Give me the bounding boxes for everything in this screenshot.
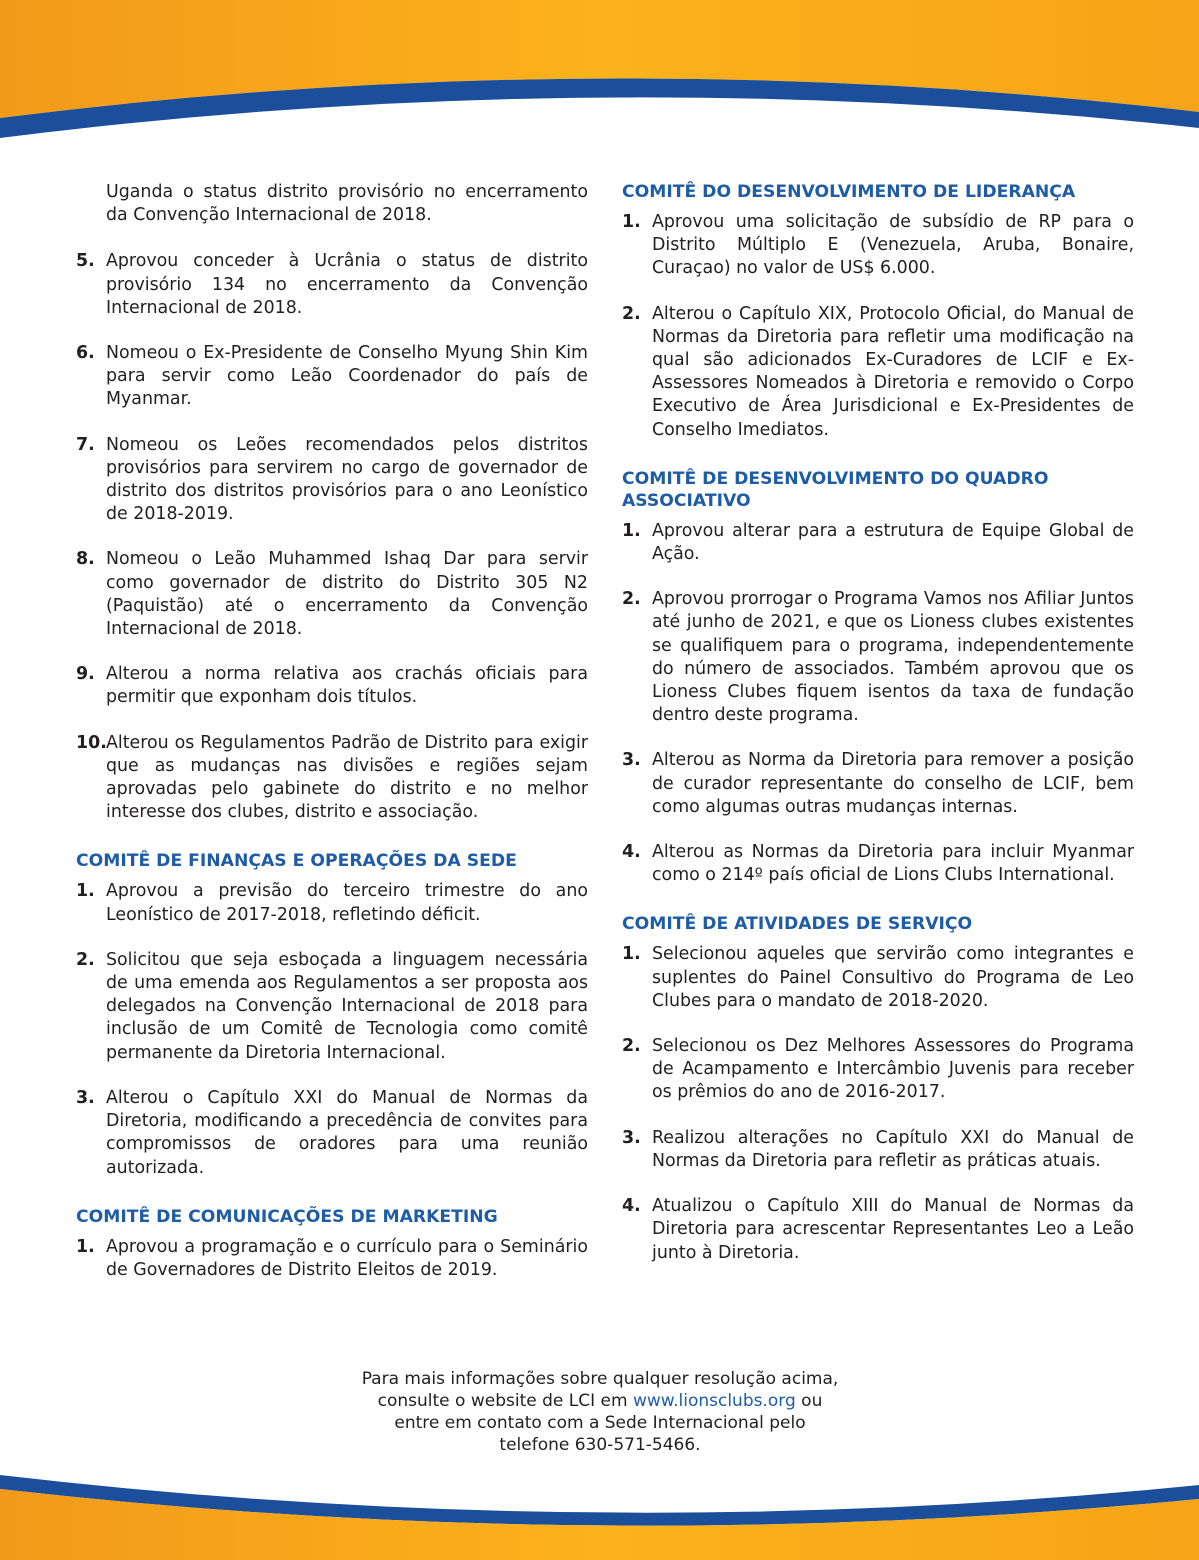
list-item [76,434,588,527]
item-text: Alterou os Regulamentos Padrão de Distrito para exigir que as mudanças nas divisões e regiões sejam aprovadas pelo gabinete do distrito e no melhor interesse dos clubes, distrito e associação. [106,732,588,823]
item-text: Solicitou que seja esboçada a linguagem necessária de uma emenda aos Regulamentos a ser proposta aos delegados na Convenção Internacional de 2018 para inclusão de um Comitê de Tecnologia como comitê permanente da Diretoria Internacional. [106,949,588,1063]
item-text: Alterou o Capítulo XIX, Protocolo Oficial, do Manual de Normas da Diretoria para refletir uma modificação na qual são adicionados Ex-Curadores de LCIF e Ex-Assessores Nomeados à Diretoria e removido o Corpo Executivo de Área Jurisdicional e Ex-Presidentes de Conselho Imediatos. [652,303,1134,440]
contact-line-2-post: ou [801,1391,823,1411]
item-text: Aprovou alterar para a estrutura de Equipe Global de Ação. [652,520,1134,565]
list-item [76,181,588,227]
item-text: Aprovou prorrogar o Programa Vamos nos Afiliar Juntos até junho de 2021, e que os Lioness clubes existentes se qualifiquem para o programa, independentemente do número de associados. Também aprovou que os Lioness Clubes fiquem isentos da taxa de fundação dentro deste programa. [652,589,1134,726]
list-item [622,1127,1134,1173]
right-column [622,181,1134,1287]
item-number: 6. [76,343,95,364]
item-number: 4. [622,842,641,863]
list-item [76,949,588,1065]
header-decoration [0,0,1199,160]
item-text: Aprovou uma solicitação de subsídio de RP para o Distrito Múltiplo E (Venezuela, Aruba, Bonaire, Curaçao) no valor de US$ 6.000. [652,212,1134,279]
list-item [622,303,1134,442]
item-text: Nomeou o Leão Muhammed Ishaq Dar para servir como governador de distrito do Distrito 305 N2 (Paquistão) até o encerramento da Convenção Internacional de 2018. [106,549,588,640]
list-item [622,1195,1134,1265]
item-text: Aprovou a previsão do terceiro trimestre do ano Leonístico de 2017-2018, refletindo déficit. [106,881,588,925]
item-number: 7. [76,434,95,455]
contact-line-2-pre: consulte o website de LCI em [377,1391,628,1411]
section-heading-leadership: COMITÊ DO DESENVOLVIMENTO DE LIDERANÇA [622,182,1076,202]
list-item [622,588,1134,727]
list-item [76,342,588,412]
item-text: Selecionou aqueles que servirão como integrantes e suplentes do Painel Consultivo do Programa de Leo Clubes para o mandato de 2018-2020. [652,944,1134,1011]
item-text: Selecionou os Dez Melhores Assessores do Programa de Acampamento e Intercâmbio Juvenis para receber os prêmios do ano de 2016-2017. [652,1036,1134,1103]
item-number: 10. [76,732,107,753]
item-text: Alterou o Capítulo XXI do Manual de Normas da Diretoria, modificando a precedência de convites para compromissos de oradores para uma reunião autorizada. [106,1087,588,1178]
contact-line-3: entre em contato com a Sede Internacional pelo [394,1413,806,1433]
item-text: Aprovou conceder à Ucrânia o status de distrito provisório 134 no encerramento da Convenção Internacional de 2018. [106,251,588,318]
item-text: Alterou as Normas da Diretoria para incluir Myanmar como o 214º país oficial de Lions Clubs International. [652,842,1134,886]
item-number: 9. [76,664,95,685]
item-number: 3. [622,1127,641,1148]
item-number: 2. [622,1036,641,1057]
item-number: 1. [622,212,641,232]
item-text: Uganda o status distrito provisório no encerramento da Convenção Internacional de 2018. [106,182,588,226]
section-heading-marketing: COMITÊ DE COMUNICAÇÕES DE MARKETING [76,1206,498,1227]
footer-decoration [0,1465,1199,1560]
item-number: 2. [622,589,641,610]
website-link[interactable]: www.lionsclubs.org [632,1391,796,1411]
item-text: Realizou alterações no Capítulo XXI do Manual de Normas da Diretoria para refletir as práticas atuais. [652,1127,1134,1171]
section-heading-finance: COMITÊ DE FINANÇAS E OPERAÇÕES DA SEDE [76,851,517,872]
list-item [622,1035,1134,1105]
list-item [622,520,1134,566]
item-number: 5. [76,251,95,272]
item-text: Alterou a norma relativa aos crachás oficiais para permitir que exponham dois títulos. [106,664,588,708]
item-text: Nomeou o Ex-Presidente de Conselho Myung Shin Kim para servir como Leão Coordenador do país de Myanmar. [106,343,588,410]
item-text: Aprovou a programação e o currículo para o Seminário de Governadores de Distrito Eleitos de 2019. [106,1236,588,1280]
contact-line-2 [300,1390,900,1412]
list-item [76,1236,588,1282]
item-number: 1. [622,944,641,965]
list-item [622,943,1134,1013]
item-text: Nomeou os Leões recomendados pelos distritos provisórios para servirem no cargo de governador de distrito dos distritos provisórios para o ano Leonístico de 2018-2019. [106,434,588,525]
item-number: 2. [76,949,95,970]
item-number: 3. [622,750,641,771]
list-item [622,211,1134,281]
list-item [76,663,588,709]
section-heading-service: COMITÊ DE ATIVIDADES DE SERVIÇO [622,914,973,935]
item-number: 1. [76,881,95,902]
contact-note [300,1368,900,1456]
list-item [76,548,588,641]
section-heading-membership: COMITÊ DE DESENVOLVIMENTO DO QUADRO ASSOCIATIVO [622,468,1049,511]
list-item [622,841,1134,887]
item-text: Alterou as Norma da Diretoria para remover a posição de curador representante do conselho de LCIF, bem como algumas outras mudanças internas. [652,750,1134,817]
contact-line-1: Para mais informações sobre qualquer resolução acima, [361,1369,839,1389]
list-item [622,749,1134,819]
contact-line-4: telefone 630-571-5466. [499,1435,701,1455]
list-item [76,250,588,320]
item-number: 8. [76,549,95,570]
item-number: 3. [76,1087,95,1108]
list-item [76,732,588,825]
left-column [76,181,588,1304]
item-number: 4. [622,1196,641,1217]
item-number: 1. [622,520,641,541]
item-number: 2. [622,303,641,324]
item-number: 1. [76,1236,95,1257]
list-item [76,1087,588,1180]
item-text: Atualizou o Capítulo XIII do Manual de Normas da Diretoria para acrescentar Representantes Leo a Leão junto à Diretoria. [652,1196,1134,1263]
list-item [76,880,588,926]
